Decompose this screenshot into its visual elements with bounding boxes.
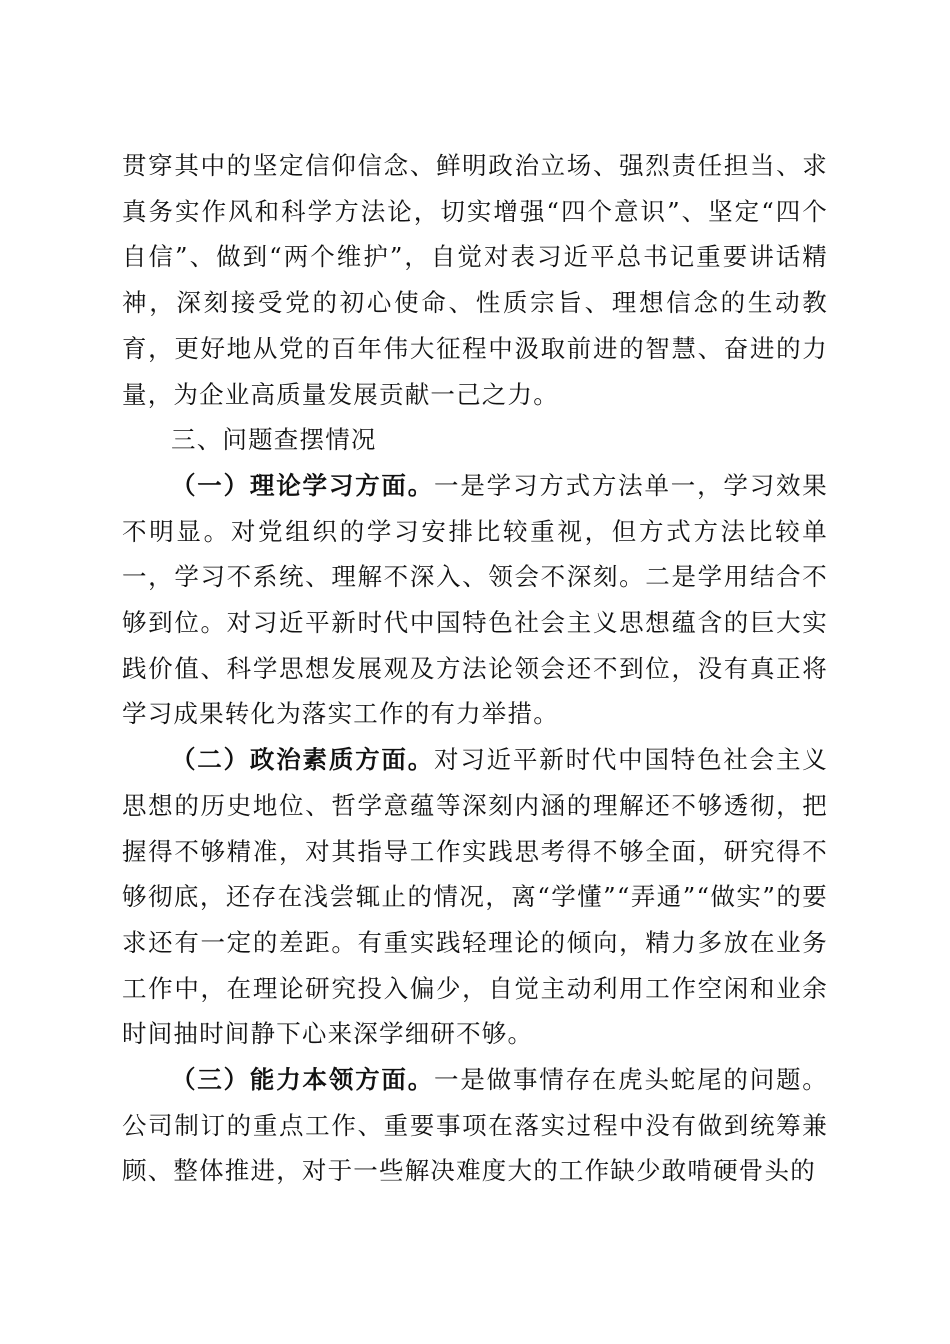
ability-paragraph bbox=[122, 1057, 828, 1194]
document-body bbox=[122, 143, 828, 1194]
ability-text: 一是做事情存在虎头蛇尾的问题。公司制订的重点工作、重要事项在落实过程中没有做到统筹兼顾、整体推进，对于一些解决难度大的工作缺少敢啃硬骨头的 bbox=[122, 1065, 829, 1186]
political-quality-text: 对习近平新时代中国特色社会主义思想的历史地位、哲学意蕴等深刻内涵的理解还不够透彻，把握得不够精准，对其指导工作实践思考得不够全面，研究得不够彻底，还存在浅尝辄止的情况，离“学懂”“弄通”“做实”的要求还有一定的差距。有重实践轻理论的倾向，精力多放在业务工作中，在理论研究投入偏少，自觉主动利用工作空闲和业余时间抽时间静下心来深学细研不够。 bbox=[122, 745, 829, 1049]
intro-paragraph: 贯穿其中的坚定信仰信念、鲜明政治立场、强烈责任担当、求真务实作风和科学方法论，切实增强“四个意识”、坚定“四个自信”、做到“两个维护”，自觉对表习近平总书记重要讲话精神，深刻接受党的初心使命、性质宗旨、理想信念的生动教育，更好地从党的百年伟大征程中汲取前进的智慧、奋进的力量，为企业高质量发展贡献一己之力。 bbox=[122, 151, 828, 409]
theory-study-lead: （一）理论学习方面。 bbox=[171, 470, 435, 500]
theory-study-text: 一是学习方式方法单一，学习效果不明显。对党组织的学习安排比较重视，但方式方法比较单一，学习不系统、理解不深入、领会不深刻。二是学用结合不够到位。对习近平新时代中国特色社会主义思想蕴含的巨大实践价值、科学思想发展观及方法论领会还不到位，没有真正将学习成果转化为落实工作的有力举措。 bbox=[122, 470, 829, 729]
political-quality-lead: （二）政治素质方面。 bbox=[171, 745, 435, 775]
political-quality-paragraph bbox=[122, 737, 828, 1057]
section-heading: 三、问题查摆情况 bbox=[171, 425, 377, 455]
ability-lead: （三）能力本领方面。 bbox=[171, 1065, 435, 1095]
theory-study-paragraph bbox=[122, 463, 828, 737]
